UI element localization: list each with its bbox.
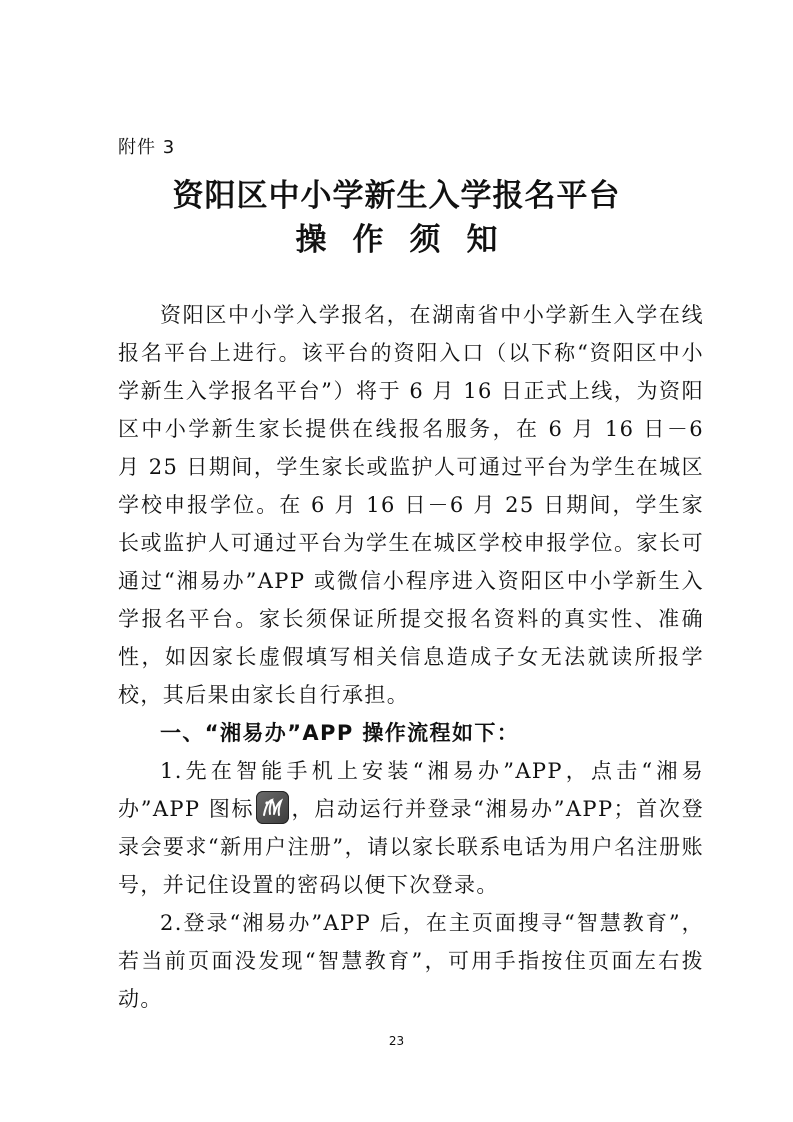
intro-paragraph: 资阳区中小学入学报名，在湖南省中小学新生入学在线报名平台上进行。该平台的资阳入口（以下称“资阳区中小学新生入学报名平台”）将于 6 月 16 日正式上线，为资阳区中小学新生家长提供在线报名服务，在 6 月 16 日－6 月 25 日期间，学生家长或监护人可通过平台为学生在城区学校申报学位。在 6 月 16 日－6 月 25 日期间，学生家长或监护人可通过平台为学生在城区学校申报学位。家长可通过“湘易办”APP 或微信小程序进入资阳区中小学新生入学报名平台。家长须保证所提交报名资料的真实性、准确性，如因家长虚假填写相关信息造成子女无法就读所报学校，其后果由家长自行承担。: [118, 303, 704, 707]
section-heading: 一、“湘易办”APP 操作流程如下：: [160, 721, 520, 745]
page-number: 23: [388, 1034, 405, 1048]
step-1-text-after-icon: ，启动运行并登录“湘易办”APP；首次登录会要求“新用户注册”，请以家长联系电话为用户名注册账号，并记住设置的密码以便下次登录。: [118, 797, 704, 897]
step-2-paragraph: 2.登录“湘易办”APP 后，在主页面搜寻“智慧教育”，若当前页面没发现“智慧教育”，可用手指按住页面左右拨动。: [118, 911, 704, 1011]
document-body: [118, 296, 704, 1018]
document-title: 资阳区中小学新生入学报名平台: [172, 178, 621, 214]
document-subtitle: 操作须知: [295, 222, 524, 258]
step-1-paragraph: [118, 752, 704, 904]
attachment-label: 附件 3: [118, 137, 176, 158]
step-1-text-before-icon: 1.先在智能手机上安装“湘易办”APP，点击“湘易办”APP 图标: [118, 759, 704, 821]
xiangyiban-app-icon: [256, 791, 289, 824]
